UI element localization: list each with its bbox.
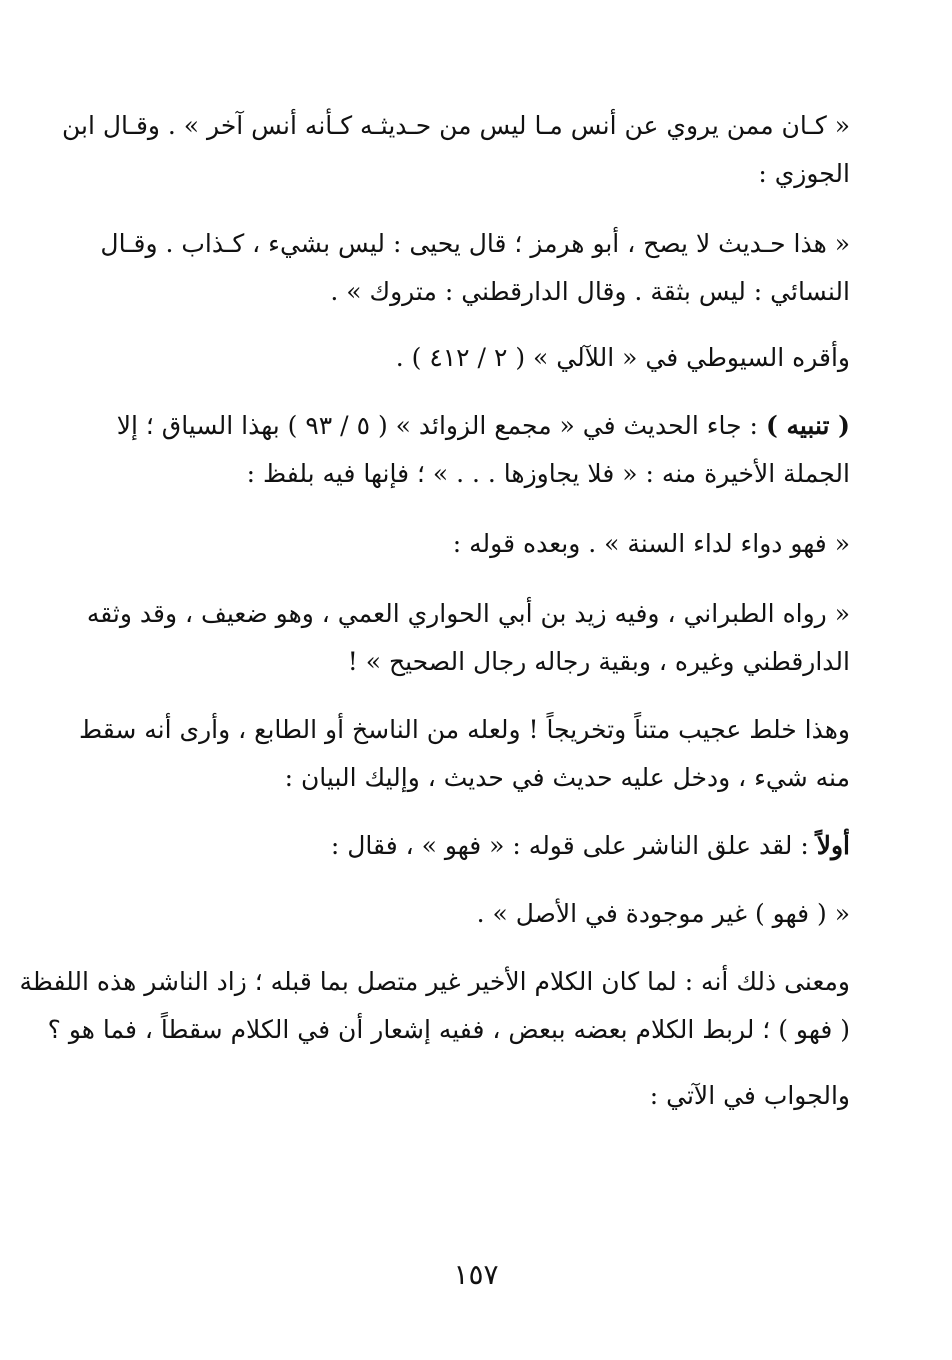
text-line: ( فهو ) ؛ لربط الكلام بعضه ببعض ، ففيه إشعار أن في الكلام سقطاً ، فما هو ؟ bbox=[47, 1015, 850, 1044]
paragraph-maana-dhalik bbox=[19, 958, 850, 1054]
text-line: « رواه الطبراني ، وفيه زيد بن أبي الحواري العمي ، وهو ضعيف ، وقد وثقه bbox=[86, 599, 850, 628]
paragraph-ibn-aljawzi-quote bbox=[100, 220, 850, 316]
text-line: وأقره السيوطي في « اللآلي » ( ٢ / ٤١٢ ) . bbox=[395, 343, 850, 372]
paragraph-awwalan bbox=[108, 822, 892, 870]
page-number: ١٥٧ bbox=[453, 1258, 499, 1291]
text-line: الجوزي : bbox=[758, 159, 850, 188]
tanbih-heading: ( تنبيه ) bbox=[765, 411, 850, 440]
paragraph-tabarani-quote bbox=[86, 590, 850, 686]
tanbih-text: : جاء الحديث في « مجمع الزوائد » ( ٥ / ٩٣ ) بهذا السياق ؛ إلا bbox=[116, 411, 766, 440]
paragraph-footnote-quote bbox=[108, 890, 892, 938]
paragraph-khalt-ajib bbox=[79, 706, 850, 802]
text-line: والجواب في الآتي : bbox=[649, 1081, 850, 1110]
text-line: « ( فهو ) غير موجودة في الأصل » . bbox=[476, 899, 850, 928]
text-line: « فهو دواء لداء السنة » . وبعده قوله : bbox=[452, 529, 850, 558]
text-line: النسائي : ليس بثقة . وقال الدارقطني : متروك » . bbox=[330, 277, 850, 306]
text-line: ومعنى ذلك أنه : لما كان الكلام الأخير غير متصل بما قبله ؛ زاد الناشر هذه اللفظة bbox=[19, 967, 850, 996]
paragraph-tanbih bbox=[108, 402, 850, 498]
awwalan-heading: أولاً bbox=[816, 831, 850, 860]
text-line: الدارقطني وغيره ، وبقية رجاله رجال الصحيح » ! bbox=[347, 647, 850, 676]
text-line bbox=[108, 402, 850, 450]
text-line bbox=[108, 822, 850, 870]
text-line: « هذا حـديث لا يصح ، أبو هرمز ؛ قال يحيى : ليس بشيء ، كـذاب . وقـال bbox=[100, 229, 850, 258]
paragraph-ibn-aljawzi-intro bbox=[61, 102, 850, 198]
awwalan-text: : لقد علق الناشر على قوله : « فهو » ، فقال : bbox=[330, 831, 817, 860]
text-line: منه شيء ، ودخل عليه حديث في حديث ، وإليك البيان : bbox=[284, 763, 850, 792]
paragraph-jawab bbox=[108, 1072, 892, 1120]
paragraph-suyuti bbox=[108, 334, 892, 382]
paragraph-fahuwa-quote bbox=[108, 520, 892, 568]
text-line: وهذا خلط عجيب متناً وتخريجاً ! ولعله من الناسخ أو الطابع ، وأرى أنه سقط bbox=[79, 715, 850, 744]
text-line: الجملة الأخيرة منه : « فلا يجاوزها . . . » ؛ فإنها فيه بلفظ : bbox=[246, 459, 850, 488]
text-line: « كـان ممن يروي عن أنس مـا ليس من حـديثـه كـأنه أنس آخر » . وقـال ابن bbox=[61, 111, 850, 140]
